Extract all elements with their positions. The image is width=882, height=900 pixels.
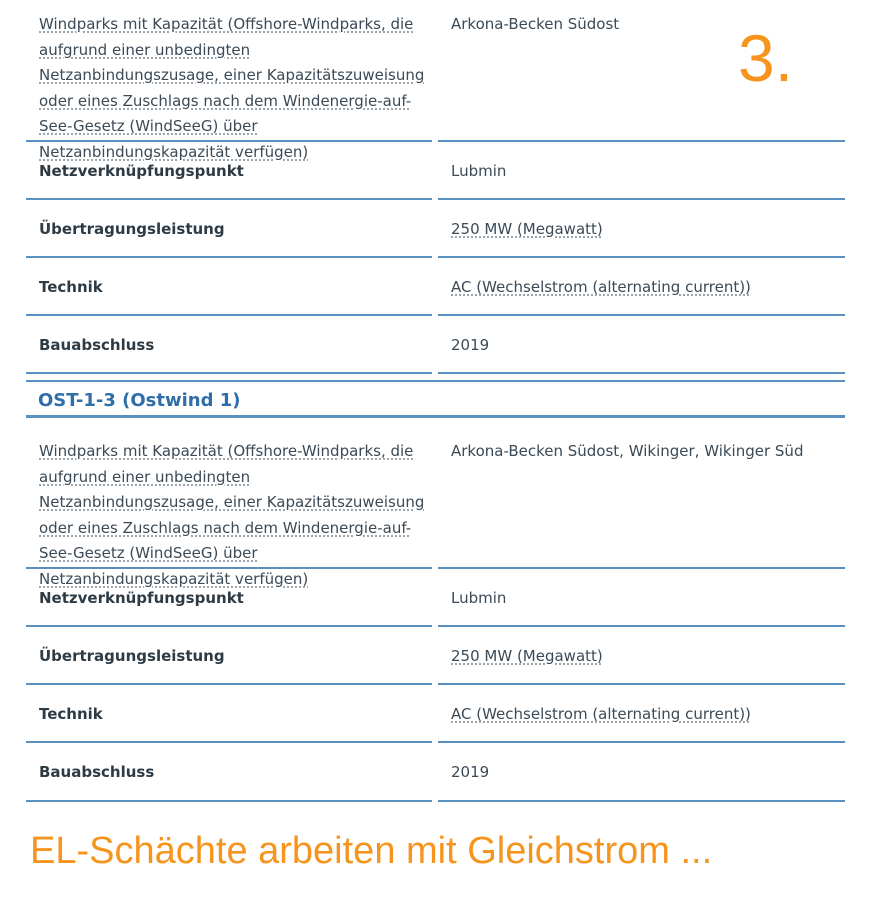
row-value: Lubmin xyxy=(438,142,845,200)
row-value[interactable]: AC (Wechselstrom (alternating current)) xyxy=(438,685,845,743)
row-label: Technik xyxy=(26,258,432,316)
table-row xyxy=(26,743,845,802)
row-value: 2019 xyxy=(438,316,845,374)
section-heading xyxy=(26,380,845,418)
windparks-label[interactable]: Windparks mit Kapazität (Offshore-Windparks, die aufgrund einer unbedingten Netzanbindungszusage, einer Kapazitätszuweisung oder eines Zuschlags nach dem Windenergie-auf-See-Gesetz (WindSeeG) über Netzanbindungskapazität verfügen) xyxy=(26,439,432,569)
row-label: Bauabschluss xyxy=(26,316,432,374)
footer-note: EL-Schächte arbeiten mit Gleichstrom ... xyxy=(30,830,713,872)
windparks-value: Arkona-Becken Südost xyxy=(438,12,845,142)
windparks-value: Arkona-Becken Südost, Wikinger, Wikinger Süd xyxy=(438,439,845,569)
row-value: 2019 xyxy=(438,743,845,802)
section-title: OST-1-3 (Ostwind 1) xyxy=(38,390,241,411)
row-value: Lubmin xyxy=(438,569,845,627)
table-row xyxy=(26,200,845,258)
row-label: Netzverknüpfungspunkt xyxy=(26,142,432,200)
row-value[interactable]: 250 MW (Megawatt) xyxy=(438,200,845,258)
annotation-number: 3. xyxy=(738,21,794,95)
row-label: Übertragungsleistung xyxy=(26,627,432,685)
table-row xyxy=(26,258,845,316)
row-label: Netzverknüpfungspunkt xyxy=(26,569,432,627)
table-row-windparks xyxy=(26,12,845,161)
table-row-windparks xyxy=(26,439,845,588)
table-row xyxy=(26,569,845,627)
row-label: Technik xyxy=(26,685,432,743)
row-label: Übertragungsleistung xyxy=(26,200,432,258)
table-row xyxy=(26,142,845,200)
table-row xyxy=(26,685,845,743)
table-row xyxy=(26,627,845,685)
row-label: Bauabschluss xyxy=(26,743,432,802)
row-value[interactable]: 250 MW (Megawatt) xyxy=(438,627,845,685)
windparks-label[interactable]: Windparks mit Kapazität (Offshore-Windparks, die aufgrund einer unbedingten Netzanbindungszusage, einer Kapazitätszuweisung oder eines Zuschlags nach dem Windenergie-auf-See-Gesetz (WindSeeG) über Netzanbindungskapazität verfügen) xyxy=(26,12,432,142)
row-value[interactable]: AC (Wechselstrom (alternating current)) xyxy=(438,258,845,316)
table-row xyxy=(26,316,845,374)
